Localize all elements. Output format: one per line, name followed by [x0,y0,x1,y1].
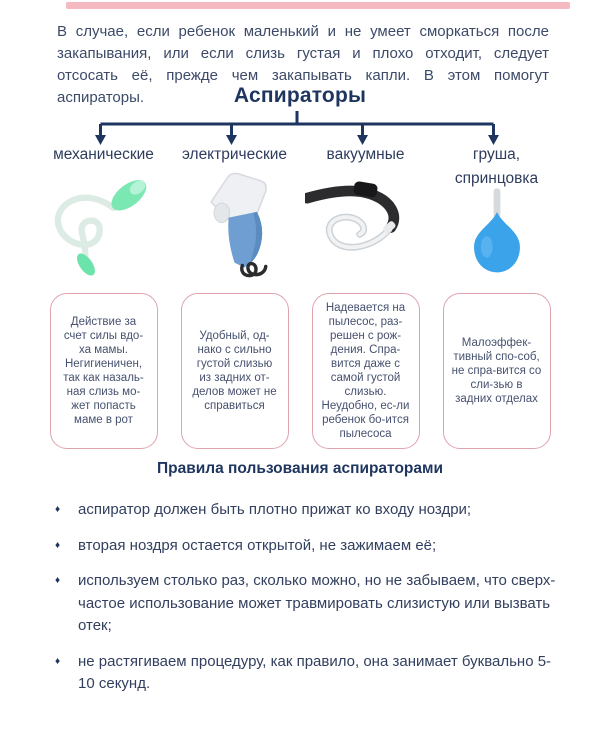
description-text: Малоэффек-тивный спо-соб, не спра-вится со сли-зью в задних отделах [451,337,542,405]
description-text: Удобный, од-нако с сильно густой слизью из задних от-делов может не справиться [192,330,277,412]
rule-item [55,570,560,638]
top-accent-bar [66,2,570,9]
description-box-electric [181,293,289,449]
bulb-syringe-image [436,165,558,285]
intro-paragraph: В случае, если ребенок маленький и не умеет сморкаться после закапывания, или если слизь густая и плохо отходит, следует отсосать её, прежде чем закапывать капли. В этом помогут аспираторы. [57,23,549,106]
image-cell-electric [169,165,300,291]
diamond-bullet-icon: ♦ [55,575,61,586]
description-text: Надевается на пылесос, раз-решен с рож-дения. Спра-вится даже с самой густой слизью. Неудобно, ес-ли ребенок бо-ится пылесоса [321,302,410,440]
rule-item [55,499,560,522]
rule-text: не растягиваем процедуру, как правило, она занимает буквально 5-10 секунд. [78,652,552,692]
branch-label-bulb: груша, спринцовка [454,146,539,187]
description-text: Действие за счет силы вдо-ха мамы. Негигиеничен, так как назаль-ная слизь мо-жет попасть маме в рот [63,316,144,426]
diamond-bullet-icon: ♦ [55,504,61,515]
branch-label-mechanical: механические [53,146,154,163]
diamond-bullet-icon: ♦ [55,655,61,667]
rule-item [55,535,560,558]
description-box-mechanical [50,293,158,449]
rules-heading: Правила пользования аспираторами [156,460,443,477]
diamond-bullet-icon: ♦ [55,539,61,551]
rule-text: вторая ноздря остается открытой, не зажимаем её; [78,536,437,554]
image-cell-vacuum [300,165,431,291]
image-cell-bulb [431,165,562,291]
rule-text: аспиратор должен быть плотно прижат ко входу ноздри; [78,501,472,518]
rule-item [55,651,560,696]
branch-images-row [38,165,562,291]
branch-label-vacuum: вакуумные [326,146,405,163]
rules-list [55,499,560,709]
image-cell-mechanical [38,165,169,291]
description-box-vacuum [312,293,420,449]
vacuum-aspirator-image [305,165,427,285]
diagram-title: Аспираторы [233,84,367,107]
branch-label-electric: электрические [181,146,288,163]
tree-connector-lines [0,111,600,147]
description-boxes-row [38,293,562,449]
electric-aspirator-image [174,165,296,285]
rule-text: используем столько раз, сколько можно, но не забываем, что сверх-частое использование может травмировать слизистую или вызвать отек; [78,572,556,634]
description-box-bulb [443,293,551,449]
mechanical-aspirator-image [43,165,165,285]
